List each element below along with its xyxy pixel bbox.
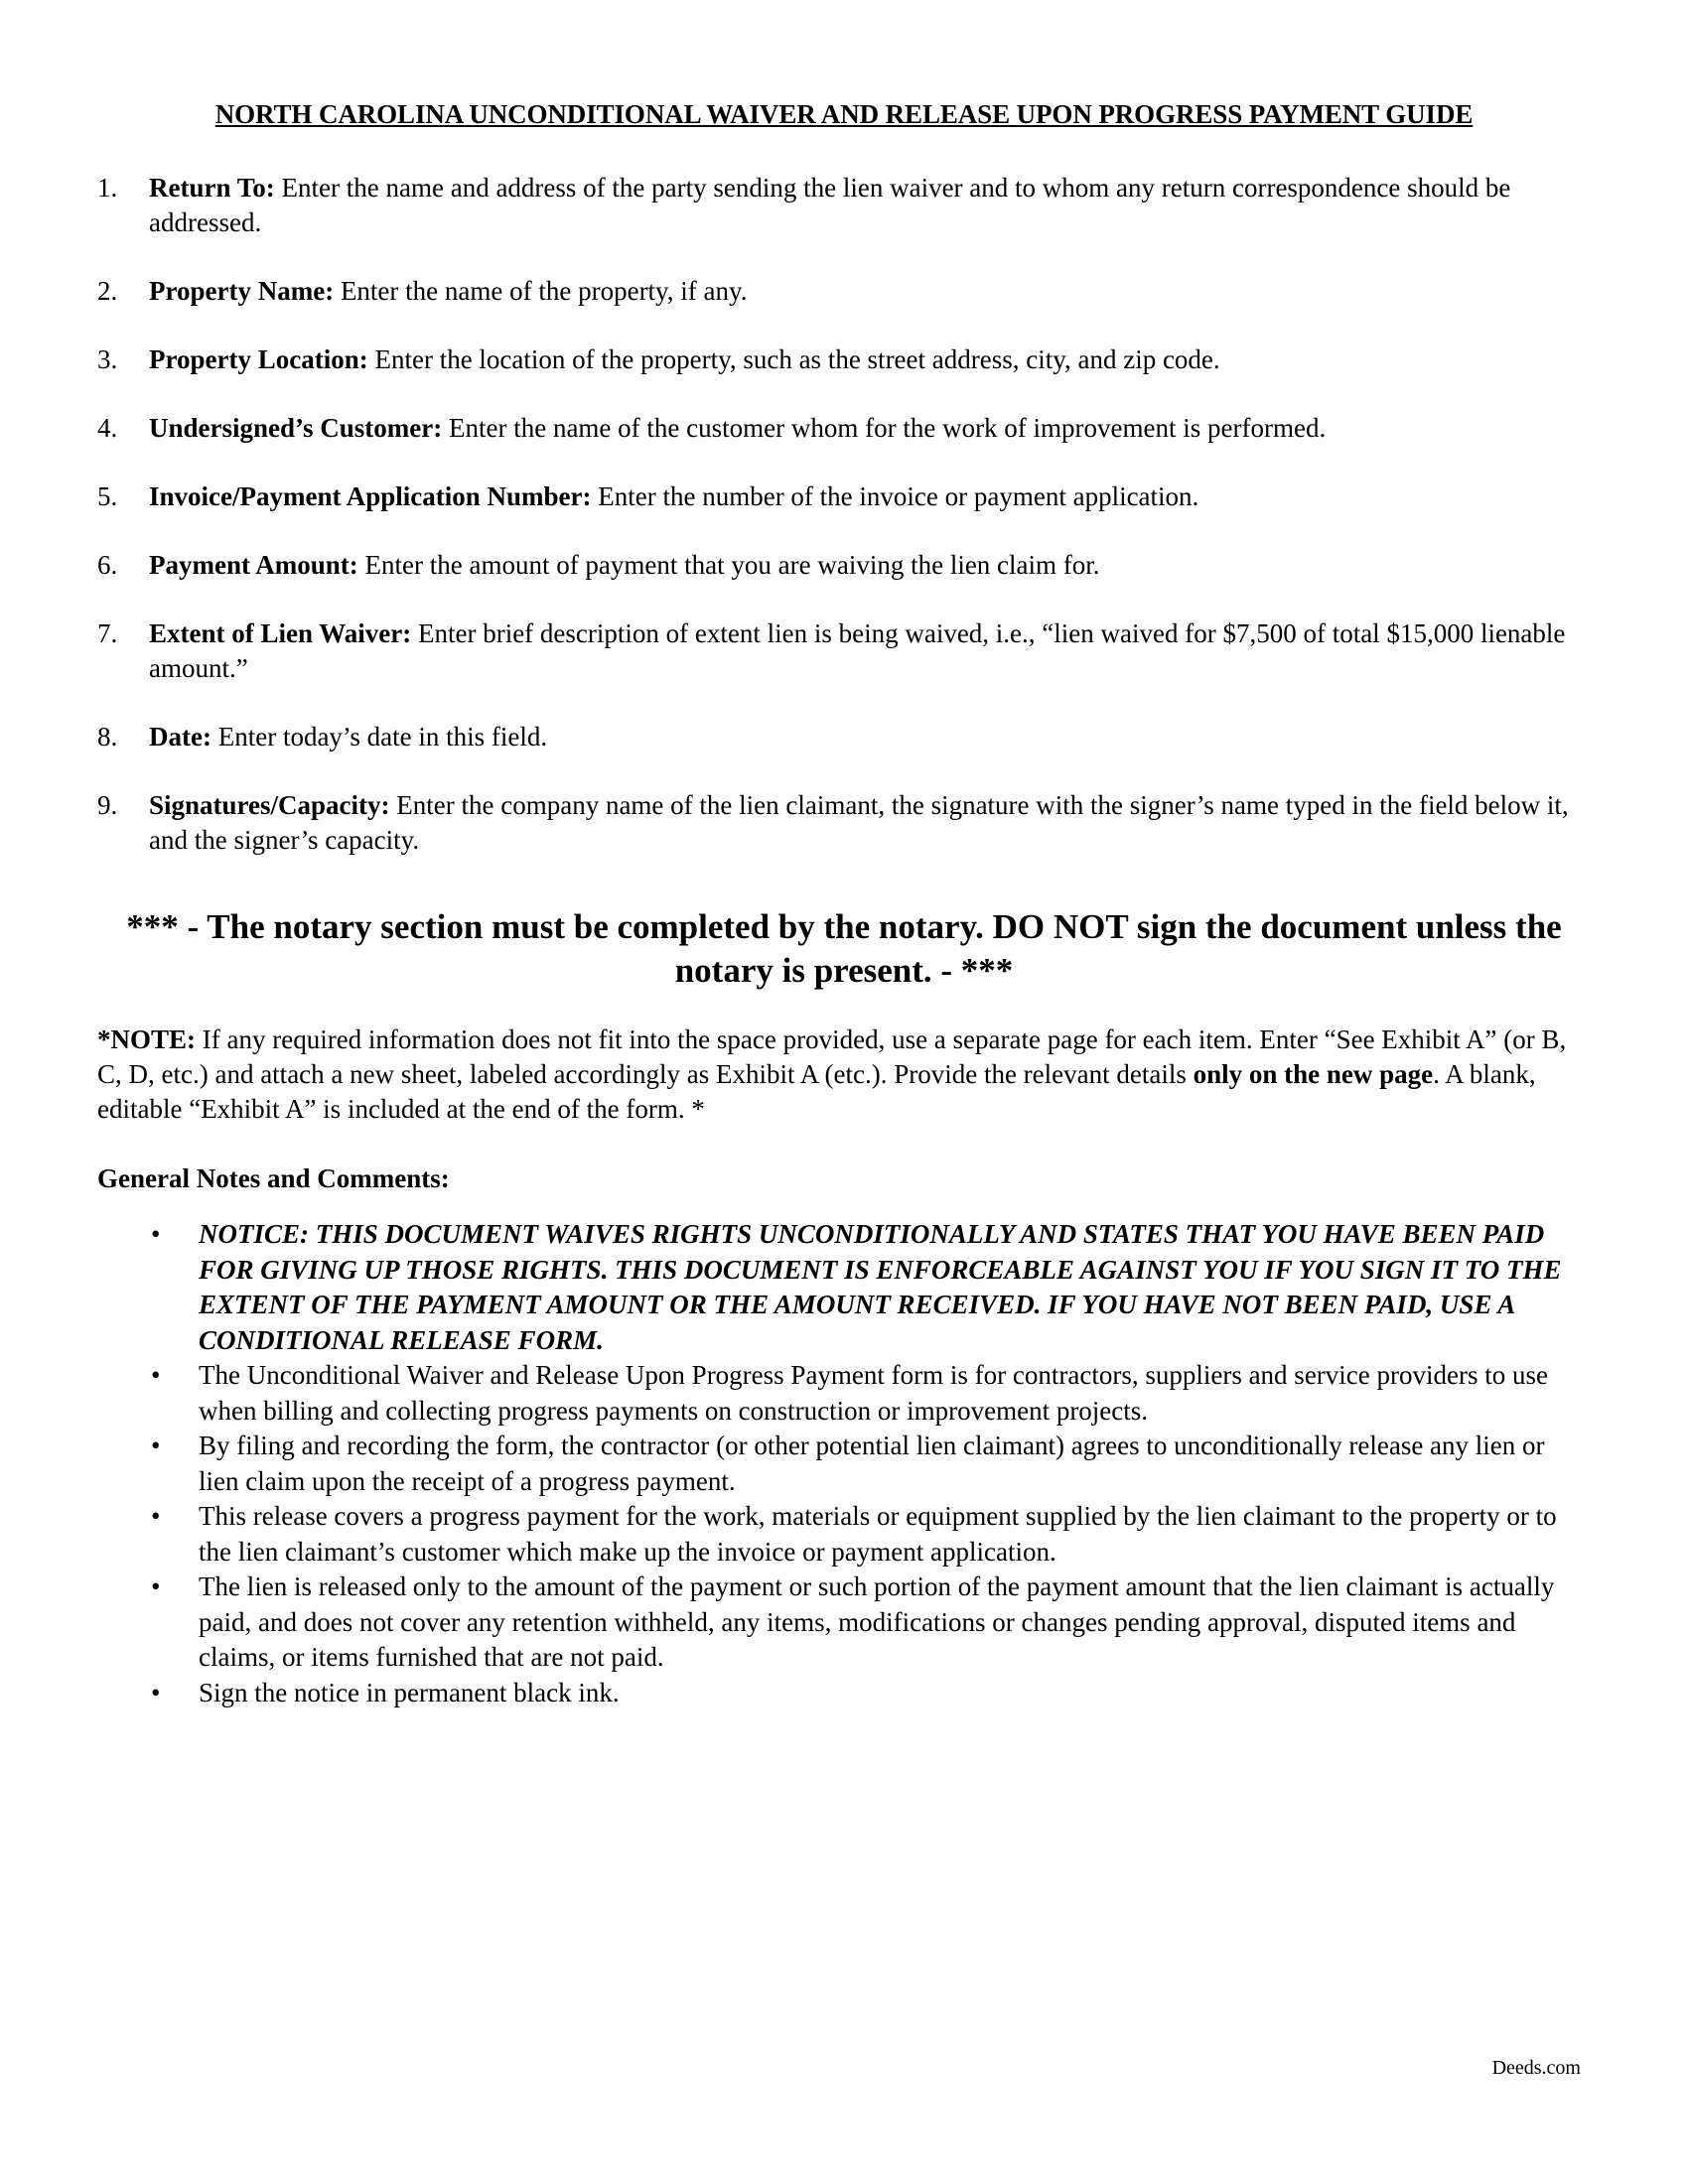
step-text: Enter the location of the property, such as the street address, city, and zip code. — [367, 344, 1220, 374]
list-item-text: Sign the notice in permanent black ink. — [199, 1677, 620, 1707]
list-item — [149, 1570, 1589, 1676]
step-label: Extent of Lien Waiver: — [149, 618, 412, 648]
step-item — [97, 548, 1587, 583]
step-item — [97, 788, 1587, 858]
general-notes-list — [149, 1217, 1589, 1710]
step-item — [97, 171, 1587, 240]
bullet-icon: • — [151, 1677, 161, 1707]
bullet-icon: • — [151, 1219, 161, 1249]
step-item — [97, 616, 1587, 686]
step-text: Enter the amount of payment that you are waiving the lien claim for. — [357, 550, 1100, 580]
step-number: 9. — [97, 790, 118, 820]
step-label: Undersigned’s Customer: — [149, 413, 443, 443]
step-text: Enter the number of the invoice or payment application. — [591, 481, 1199, 511]
list-item-text: This release covers a progress payment for the work, materials or equipment supplied by the lien claimant to the property or to the lien claimant’s customer which make up the invoice or payment application. — [199, 1501, 1557, 1567]
unconditional-notice: NOTICE: THIS DOCUMENT WAIVES RIGHTS UNCONDITIONALLY AND STATES THAT YOU HAVE BEEN PAID FOR GIVING UP THOSE RIGHTS. THIS DOCUMENT IS ENFORCEABLE AGAINST YOU IF YOU SIGN IT TO THE EXTENT OF THE PAYMENT AMOUNT OR THE AMOUNT RECEIVED. IF YOU HAVE NOT BEEN PAID, USE A CONDITIONAL RELEASE FORM. — [199, 1219, 1562, 1355]
bullet-icon: • — [151, 1360, 161, 1390]
step-text: Enter today’s date in this field. — [211, 722, 548, 751]
step-item — [97, 274, 1587, 309]
step-number: 7. — [97, 618, 118, 648]
list-item-text: By filing and recording the form, the contractor (or other potential lien claimant) agrees to unconditionally release any lien or lien claim upon the receipt of a progress payment. — [199, 1431, 1545, 1496]
note-emphasis: only on the new page — [1193, 1059, 1434, 1089]
step-text: Enter the company name of the lien claimant, the signature with the signer’s name typed in the field below it, and the signer’s capacity. — [149, 790, 1569, 855]
list-item — [149, 1217, 1589, 1358]
step-item — [97, 720, 1587, 754]
step-item — [97, 479, 1587, 514]
step-label: Date: — [149, 722, 211, 751]
step-number: 1. — [97, 173, 118, 203]
step-number: 8. — [97, 722, 118, 751]
note-paragraph — [97, 1023, 1587, 1127]
step-label: Property Location: — [149, 344, 368, 374]
bullet-icon: • — [151, 1501, 161, 1531]
step-text: Enter the name of the property, if any. — [334, 276, 748, 306]
list-item — [149, 1429, 1589, 1499]
footer-brand: Deeds.com — [1491, 2057, 1581, 2079]
step-label: Property Name: — [149, 276, 335, 306]
step-text: Enter the name of the customer whom for the work of improvement is performed. — [442, 413, 1327, 443]
step-number: 5. — [97, 481, 118, 511]
bullet-icon: • — [151, 1571, 161, 1601]
note-label: *NOTE: — [97, 1024, 197, 1054]
step-label: Invoice/Payment Application Number: — [149, 481, 592, 511]
step-number: 6. — [97, 550, 118, 580]
instruction-steps — [97, 171, 1587, 891]
step-number: 4. — [97, 413, 118, 443]
step-label: Payment Amount: — [149, 550, 358, 580]
step-item — [97, 342, 1587, 377]
bullet-icon: • — [151, 1431, 161, 1460]
step-label: Signatures/Capacity: — [149, 790, 390, 820]
notary-warning: *** - The notary section must be completed by the notary. DO NOT sign the document unless the notary is present. - *** — [126, 907, 1562, 990]
list-item-text: The lien is released only to the amount of the payment or such portion of the payment amount that the lien claimant is actually paid, and does not cover any retention withheld, any items, modifications or changes pending approval, disputed items and claims, or items furnished that are not paid. — [199, 1571, 1555, 1672]
step-text: Enter the name and address of the party sending the lien waiver and to whom any return correspondence should be addressed. — [149, 173, 1511, 237]
document-title: NORTH CAROLINA UNCONDITIONAL WAIVER AND RELEASE UPON PROGRESS PAYMENT GUIDE — [214, 99, 1474, 129]
step-text: Enter brief description of extent lien is being waived, i.e., “lien waived for $7,500 of total $15,000 lienable amount.” — [149, 618, 1566, 683]
list-item-text: The Unconditional Waiver and Release Upon Progress Payment form is for contractors, suppliers and service providers to use when billing and collecting progress payments on construction or improvement projects. — [199, 1360, 1548, 1426]
note-text: If any required information does not fit into the space provided, use a separate page for each item. Enter “See Exhibit A” (or B, C, D, etc.) and attach a new sheet, labeled accordingly as Exhibit A (etc.). Provide the relevant details — [97, 1024, 1567, 1089]
step-number: 3. — [97, 344, 118, 374]
note-text-end: . A blank, editable “Exhibit A” is included at the end of the form. * — [97, 1059, 1536, 1124]
list-item — [149, 1358, 1589, 1429]
step-item — [97, 411, 1587, 446]
list-item — [149, 1499, 1589, 1570]
step-label: Return To: — [149, 173, 275, 203]
list-item — [149, 1676, 1589, 1711]
step-number: 2. — [97, 276, 118, 306]
general-notes-heading: General Notes and Comments: — [97, 1163, 450, 1193]
